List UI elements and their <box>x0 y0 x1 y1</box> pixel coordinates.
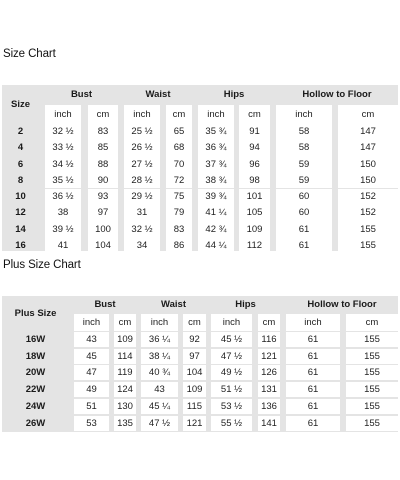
value-cell: 41 ¼ <box>198 205 234 221</box>
value-cell: 25 ½ <box>124 124 160 140</box>
value-cell: 119 <box>114 365 136 380</box>
unit-header: cm <box>166 105 192 125</box>
size-cell: 20W <box>25 367 46 379</box>
value-cell: 135 <box>114 416 136 431</box>
value-cell: 86 <box>166 237 192 253</box>
size-cell: 22W <box>25 384 46 396</box>
size-chart-title: Size Chart <box>3 48 56 60</box>
value-cell: 109 <box>114 332 136 347</box>
unit-header: cm <box>183 314 206 331</box>
table-row <box>2 156 398 172</box>
value-cell: 55 ½ <box>211 416 252 431</box>
group-header: Hips <box>235 299 256 310</box>
value-cell: 28 ½ <box>124 172 160 188</box>
table-row <box>2 399 398 414</box>
value-cell: 29 ½ <box>124 189 160 205</box>
value-cell: 47 ½ <box>141 416 178 431</box>
value-cell: 45 ½ <box>211 332 252 347</box>
value-cell: 58 <box>276 124 332 140</box>
value-cell: 68 <box>166 140 192 156</box>
value-cell: 51 <box>74 399 109 414</box>
size-cell: 6 <box>17 158 24 170</box>
plus-size-chart-table <box>2 296 398 432</box>
value-cell: 61 <box>286 365 340 380</box>
value-cell: 72 <box>166 172 192 188</box>
table-row <box>2 124 398 140</box>
size-cell: 12 <box>15 207 26 219</box>
value-cell: 121 <box>183 416 206 431</box>
table-row <box>2 332 398 347</box>
value-cell: 130 <box>114 399 136 414</box>
value-cell: 41 <box>45 237 81 253</box>
size-chart-table <box>2 85 398 251</box>
size-cell: 24W <box>25 400 46 412</box>
table-row <box>2 140 398 156</box>
value-cell: 79 <box>166 205 192 221</box>
unit-header: inch <box>141 314 178 331</box>
value-cell: 114 <box>114 349 136 364</box>
value-cell: 90 <box>88 172 118 188</box>
value-cell: 36 ¾ <box>198 140 234 156</box>
value-cell: 83 <box>88 124 118 140</box>
value-cell: 115 <box>183 399 206 414</box>
value-cell: 53 ½ <box>211 399 252 414</box>
value-cell: 59 <box>276 172 332 188</box>
group-header: Waist <box>161 299 186 310</box>
value-cell: 155 <box>346 365 398 380</box>
value-cell: 92 <box>183 332 206 347</box>
group-header: Hollow to Floor <box>302 89 372 101</box>
unit-header: cm <box>239 105 270 125</box>
value-cell: 141 <box>258 416 280 431</box>
unit-header: inch <box>276 105 332 125</box>
size-cell: 18W <box>25 350 46 362</box>
table-row <box>2 365 398 380</box>
value-cell: 150 <box>338 156 398 172</box>
value-cell: 44 ¼ <box>198 237 234 253</box>
value-cell: 152 <box>338 189 398 205</box>
table-row <box>2 189 398 205</box>
value-cell: 35 ½ <box>45 172 81 188</box>
value-cell: 147 <box>338 140 398 156</box>
size-cell: 2 <box>17 126 24 137</box>
value-cell: 27 ½ <box>124 156 160 172</box>
value-cell: 152 <box>338 205 398 221</box>
value-cell: 136 <box>258 399 280 414</box>
value-cell: 91 <box>239 124 270 140</box>
table-row <box>2 221 398 237</box>
unit-header: cm <box>258 314 280 331</box>
value-cell: 88 <box>88 156 118 172</box>
group-header: Bust <box>94 299 116 310</box>
value-cell: 101 <box>239 189 270 205</box>
value-cell: 43 <box>141 382 178 397</box>
value-cell: 104 <box>88 237 118 253</box>
value-cell: 47 ½ <box>211 349 252 364</box>
value-cell: 155 <box>346 416 398 431</box>
value-cell: 45 <box>74 349 109 364</box>
value-cell: 104 <box>183 365 206 380</box>
value-cell: 94 <box>239 140 270 156</box>
value-cell: 155 <box>346 382 398 397</box>
value-cell: 83 <box>166 221 192 237</box>
group-header: Hollow to Floor <box>307 299 377 310</box>
value-cell: 61 <box>276 237 332 253</box>
table-row <box>2 349 398 364</box>
value-cell: 38 ¾ <box>198 172 234 188</box>
unit-header: inch <box>211 314 252 331</box>
unit-header: cm <box>114 314 136 331</box>
unit-header: cm <box>338 105 398 125</box>
value-cell: 155 <box>338 221 398 237</box>
table-row <box>2 205 398 221</box>
size-cell: 8 <box>17 174 24 186</box>
unit-header: inch <box>198 105 234 125</box>
value-cell: 155 <box>346 332 398 347</box>
group-header: Bust <box>70 89 93 101</box>
value-cell: 37 ¾ <box>198 156 234 172</box>
size-column-header: Plus Size <box>14 308 57 319</box>
size-cell: 14 <box>15 223 26 235</box>
value-cell: 150 <box>338 172 398 188</box>
value-cell: 155 <box>346 399 398 414</box>
value-cell: 59 <box>276 156 332 172</box>
unit-header: cm <box>88 105 118 125</box>
value-cell: 34 ½ <box>45 156 81 172</box>
value-cell: 109 <box>239 221 270 237</box>
value-cell: 58 <box>276 140 332 156</box>
value-cell: 61 <box>276 221 332 237</box>
group-header: Hips <box>223 89 245 101</box>
table-row <box>2 382 398 397</box>
value-cell: 49 <box>74 382 109 397</box>
size-cell: 4 <box>17 142 24 154</box>
value-cell: 155 <box>338 237 398 253</box>
value-cell: 61 <box>286 382 340 397</box>
size-cell: 16W <box>25 334 46 345</box>
value-cell: 60 <box>276 189 332 205</box>
value-cell: 42 ¾ <box>198 221 234 237</box>
size-column-header: Size <box>10 99 30 110</box>
value-cell: 116 <box>258 332 280 347</box>
value-cell: 53 <box>74 416 109 431</box>
header-unit-row <box>2 314 398 331</box>
value-cell: 97 <box>183 349 206 364</box>
value-cell: 61 <box>286 399 340 414</box>
value-cell: 40 ¾ <box>141 365 178 380</box>
value-cell: 60 <box>276 205 332 221</box>
unit-header: inch <box>45 105 81 125</box>
value-cell: 121 <box>258 349 280 364</box>
value-cell: 61 <box>286 332 340 347</box>
value-cell: 38 ¼ <box>141 349 178 364</box>
value-cell: 51 ½ <box>211 382 252 397</box>
value-cell: 97 <box>88 205 118 221</box>
size-cell: 10 <box>15 191 26 202</box>
value-cell: 70 <box>166 156 192 172</box>
value-cell: 93 <box>88 189 118 205</box>
value-cell: 34 <box>124 237 160 253</box>
value-cell: 33 ½ <box>45 140 81 156</box>
value-cell: 49 ½ <box>211 365 252 380</box>
value-cell: 124 <box>114 382 136 397</box>
group-header: Waist <box>145 89 171 101</box>
unit-header: cm <box>346 314 398 331</box>
value-cell: 26 ½ <box>124 140 160 156</box>
header-group-row <box>2 85 398 105</box>
value-cell: 155 <box>346 349 398 364</box>
value-cell: 36 ¼ <box>141 332 178 347</box>
unit-header: inch <box>124 105 160 125</box>
value-cell: 126 <box>258 365 280 380</box>
table-row <box>2 237 398 253</box>
plus-size-chart-title: Plus Size Chart <box>3 259 81 271</box>
value-cell: 61 <box>286 416 340 431</box>
value-cell: 112 <box>239 237 270 253</box>
value-cell: 65 <box>166 124 192 140</box>
value-cell: 96 <box>239 156 270 172</box>
value-cell: 109 <box>183 382 206 397</box>
value-cell: 32 ½ <box>124 221 160 237</box>
value-cell: 47 <box>74 365 109 380</box>
size-cell: 26W <box>25 417 46 429</box>
value-cell: 85 <box>88 140 118 156</box>
unit-header: inch <box>74 314 109 331</box>
table-row <box>2 416 398 431</box>
value-cell: 32 ½ <box>45 124 81 140</box>
value-cell: 45 ¼ <box>141 399 178 414</box>
value-cell: 61 <box>286 349 340 364</box>
header-unit-row <box>2 105 398 125</box>
value-cell: 105 <box>239 205 270 221</box>
size-cell: 16 <box>15 239 26 251</box>
value-cell: 100 <box>88 221 118 237</box>
table-row <box>2 172 398 188</box>
value-cell: 39 ½ <box>45 221 81 237</box>
value-cell: 43 <box>74 332 109 347</box>
value-cell: 35 ¾ <box>198 124 234 140</box>
value-cell: 38 <box>45 205 81 221</box>
header-group-row <box>2 296 398 313</box>
value-cell: 131 <box>258 382 280 397</box>
value-cell: 98 <box>239 172 270 188</box>
value-cell: 36 ½ <box>45 189 81 205</box>
value-cell: 75 <box>166 189 192 205</box>
unit-header: inch <box>286 314 340 331</box>
value-cell: 31 <box>124 205 160 221</box>
value-cell: 39 ¾ <box>198 189 234 205</box>
value-cell: 147 <box>338 124 398 140</box>
